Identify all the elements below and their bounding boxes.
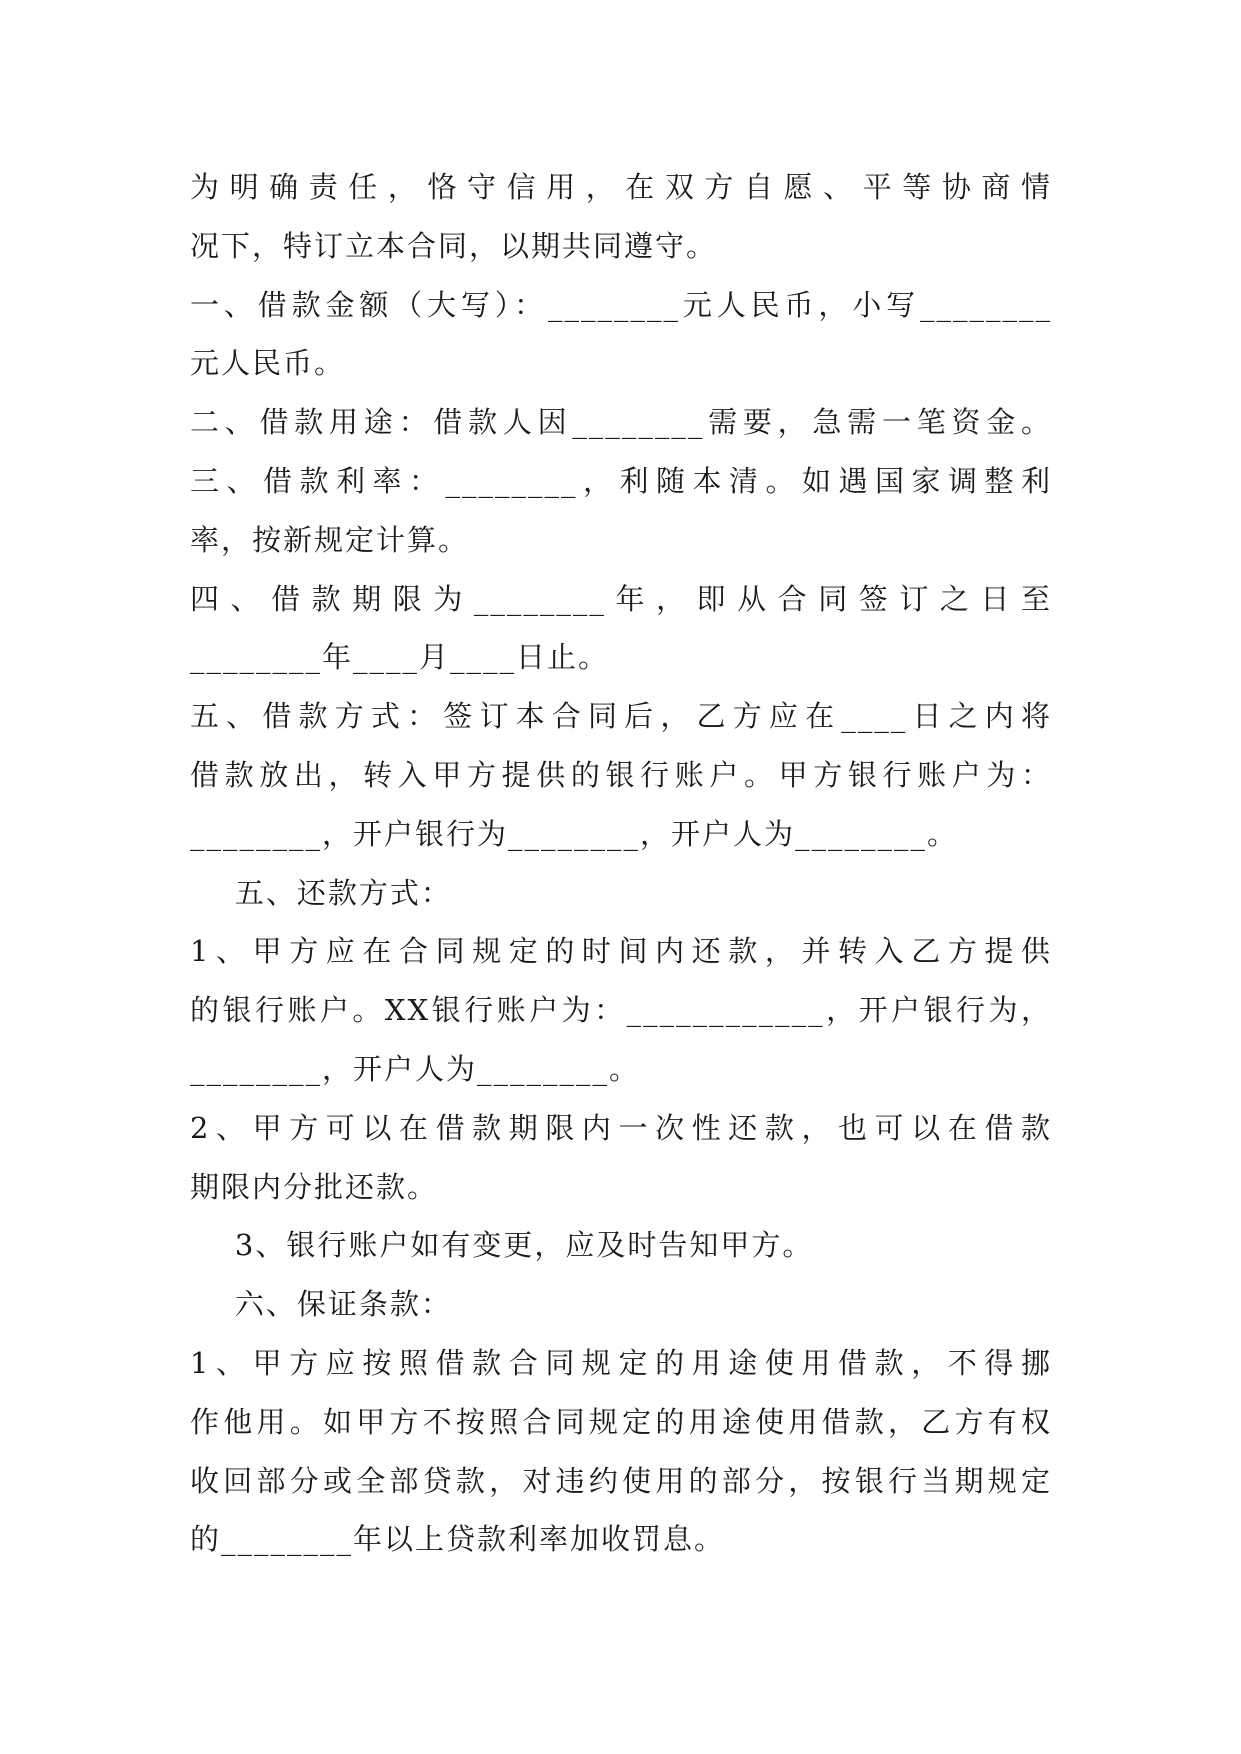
- text-line: 收回部分或全部贷款，对违约使用的部分，按银行当期规定: [190, 1463, 1052, 1498]
- text-line: 四、借款期限为________年，即从合同签订之日至: [190, 581, 1052, 616]
- text-line: 率，按新规定计算。: [190, 522, 470, 557]
- contract-body: [190, 158, 1052, 1569]
- section-heading: 六、保证条款：: [190, 1287, 452, 1322]
- text-line: 3、银行账户如有变更，应及时告知甲方。: [190, 1228, 814, 1263]
- section-heading: 五、还款方式：: [190, 875, 452, 910]
- text-line: ________，开户银行为________，开户人为________。: [190, 816, 959, 851]
- text-line: 1、甲方应按照借款合同规定的用途使用借款，不得挪: [190, 1345, 1052, 1380]
- text-line: ________年____月____日止。: [190, 640, 610, 675]
- text-line: 期限内分批还款。: [190, 1169, 439, 1204]
- text-line: 二、借款用途：借款人因________需要，急需一笔资金。: [190, 405, 1052, 440]
- text-line: ________，开户人为________。: [190, 1051, 641, 1086]
- text-line: 况下，特订立本合同，以期共同遵守。: [190, 228, 718, 263]
- text-line: 作他用。如甲方不按照合同规定的用途使用借款，乙方有权: [190, 1404, 1052, 1439]
- text-line: 的银行账户。XX银行账户为：____________，开户银行为，: [190, 993, 1052, 1028]
- text-line: 为明确责任，恪守信用，在双方自愿、平等协商情: [190, 170, 1052, 204]
- text-line: 一、借款金额（大写）：________元人民币，小写________: [190, 287, 1052, 322]
- text-line: 的________年以上贷款利率加收罚息。: [190, 1522, 726, 1557]
- text-line: 五、借款方式：签订本合同后，乙方应在____日之内将: [190, 699, 1052, 734]
- text-line: 1、甲方应在合同规定的时间内还款，并转入乙方提供: [190, 934, 1052, 969]
- text-line: 2、甲方可以在借款期限内一次性还款，也可以在借款: [190, 1110, 1052, 1145]
- text-line: 元人民币。: [190, 346, 346, 381]
- text-line: 三、借款利率：________，利随本清。如遇国家调整利: [190, 463, 1052, 498]
- text-line: 借款放出，转入甲方提供的银行账户。甲方银行账户为：: [190, 757, 1052, 792]
